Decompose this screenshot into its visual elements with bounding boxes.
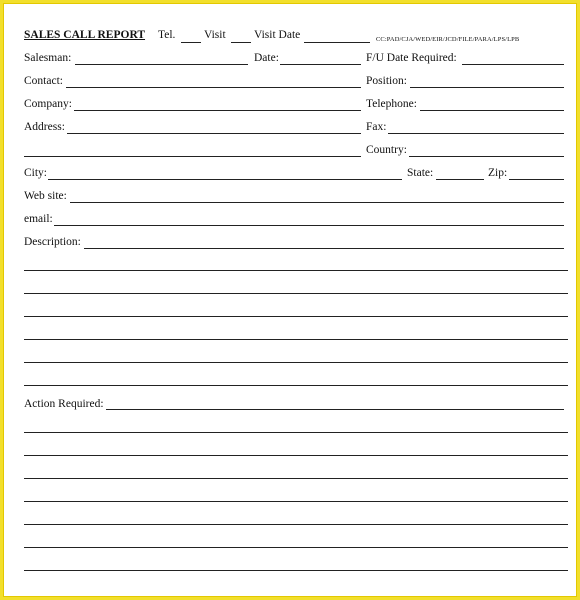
form-title: SALES CALL REPORT — [24, 29, 146, 41]
salesman-field[interactable] — [75, 64, 248, 65]
zip-label: Zip: — [488, 167, 508, 179]
sales-call-report-form — [4, 4, 576, 596]
city-label: City: — [24, 167, 48, 179]
country-label: Country: — [366, 144, 407, 156]
position-field[interactable] — [410, 87, 564, 88]
website-label: Web site: — [24, 190, 67, 202]
description-field-line[interactable] — [24, 339, 568, 340]
tel-checkbox-line[interactable] — [181, 42, 201, 43]
action-required-field-line[interactable] — [24, 478, 568, 479]
city-field[interactable] — [48, 179, 402, 180]
company-field[interactable] — [74, 110, 361, 111]
visit-date-label: Visit Date — [254, 29, 301, 41]
state-label: State: — [407, 167, 434, 179]
position-label: Position: — [366, 75, 407, 87]
action-required-field-line[interactable] — [24, 455, 568, 456]
fax-field[interactable] — [388, 133, 564, 134]
email-label: email: — [24, 213, 53, 225]
description-field-line[interactable] — [24, 385, 568, 386]
email-field[interactable] — [54, 225, 564, 226]
fax-label: Fax: — [366, 121, 387, 133]
description-field-line[interactable] — [24, 362, 568, 363]
description-label: Description: — [24, 236, 81, 248]
tel-label: Tel. — [158, 29, 176, 41]
visit-date-field[interactable] — [304, 42, 370, 43]
action-required-field-line[interactable] — [24, 432, 568, 433]
visit-checkbox-line[interactable] — [231, 42, 251, 43]
company-label: Company: — [24, 98, 72, 110]
description-field-line[interactable] — [84, 248, 564, 249]
action-required-field-line[interactable] — [24, 570, 568, 571]
website-field[interactable] — [70, 202, 564, 203]
action-required-field-line[interactable] — [24, 524, 568, 525]
distribution-codes: CC:PAD/CJA/WED/EIR/JCD/FILE/PARA/LPS/LPB — [376, 36, 520, 43]
telephone-field[interactable] — [420, 110, 564, 111]
salesman-label: Salesman: — [24, 52, 72, 64]
country-field[interactable] — [409, 156, 564, 157]
zip-field[interactable] — [509, 179, 564, 180]
address-label: Address: — [24, 121, 65, 133]
description-field-line[interactable] — [24, 316, 568, 317]
description-field-line[interactable] — [24, 293, 568, 294]
contact-field[interactable] — [66, 87, 361, 88]
address-field-line2[interactable] — [24, 156, 361, 157]
address-field-line1[interactable] — [67, 133, 361, 134]
action-required-label: Action Required: — [24, 398, 104, 410]
state-field[interactable] — [436, 179, 484, 180]
fu-date-label: F/U Date Required: — [366, 52, 457, 64]
action-required-field-line[interactable] — [24, 501, 568, 502]
contact-label: Contact: — [24, 75, 63, 87]
date-field[interactable] — [280, 64, 361, 65]
telephone-label: Telephone: — [366, 98, 417, 110]
action-required-field-line[interactable] — [106, 409, 564, 410]
date-label: Date: — [254, 52, 279, 64]
visit-label: Visit — [204, 29, 226, 41]
action-required-field-line[interactable] — [24, 547, 568, 548]
fu-date-field[interactable] — [462, 64, 564, 65]
description-field-line[interactable] — [24, 270, 568, 271]
